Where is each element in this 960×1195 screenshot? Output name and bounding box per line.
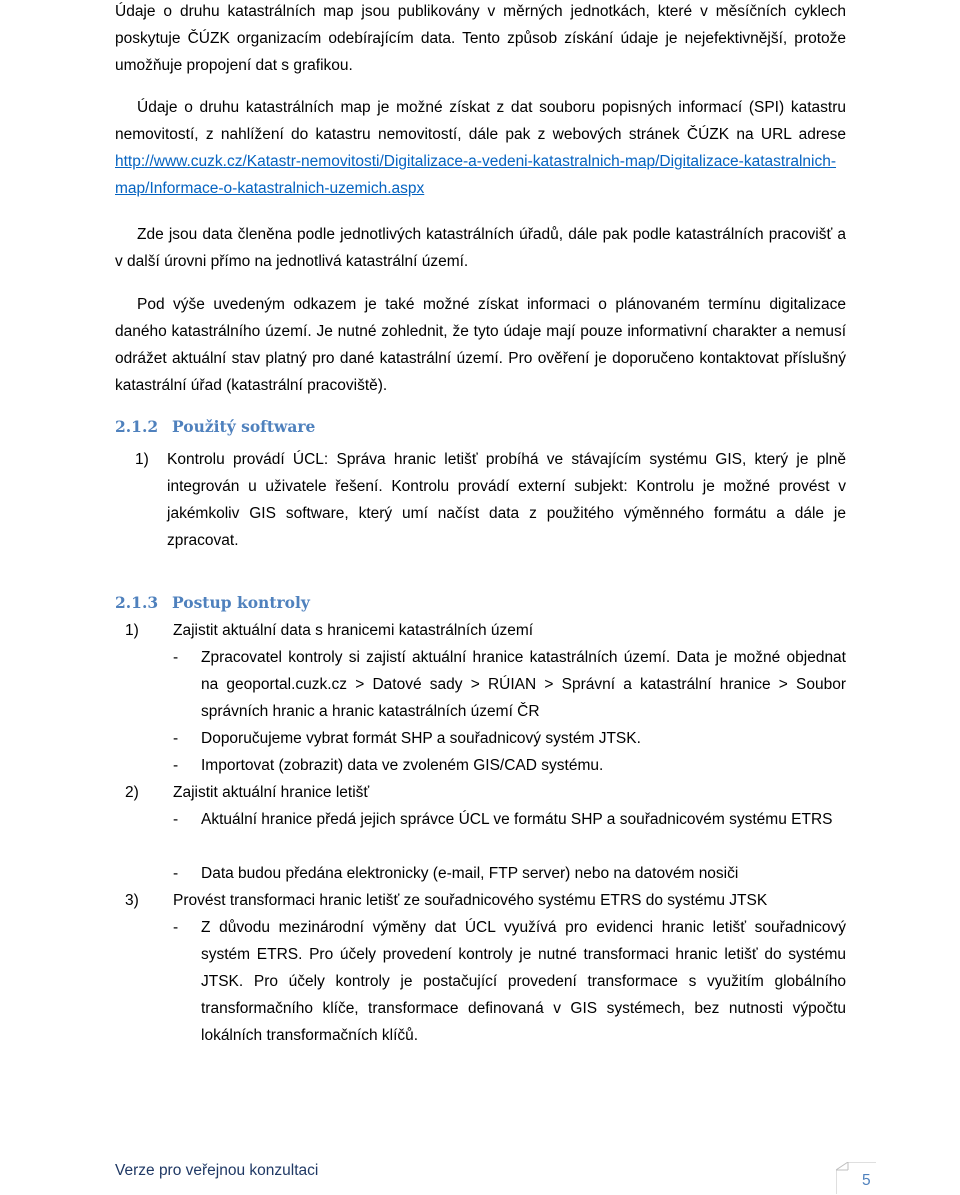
step-2-sub-1-text: Aktuální hranice předá jejich správce ÚCL ve formátu SHP a souřadnicovém systému ETRS xyxy=(201,811,833,828)
step-3-sub-1: - Z důvodu mezinárodní výměny dat ÚCL využívá pro evidenci hranic letišť souřadnicový systém ETRS. Pro účely provedení kontroly je nutné transformaci hranic letišť do systému JTSK. Pro účely kontroly je postačující provedení transformace s využitím globálního transformačního klíče, transformace definovaná v GIS systémech, bez nutnosti výpočtu lokálních transformačních klíčů. xyxy=(173,914,846,1049)
heading-procedure-title: Postup kontroly xyxy=(172,593,310,612)
spi-text: Údaje o druhu katastrálních map je možné získat z dat souboru popisných informací (SPI) katastru nemovitostí, z nahlížení do katastru nemovitostí, dále pak z webových stránek ČÚZK na URL adrese xyxy=(115,99,846,143)
step-1-text: Zajistit aktuální data s hranicemi katastrálních území xyxy=(173,622,534,639)
step-1 xyxy=(115,617,846,644)
step-2-sub-2: - Data budou předána elektronicky (e-mail, FTP server) nebo na datovém nosiči xyxy=(173,860,846,887)
cuzk-link[interactable]: http://www.cuzk.cz/Katastr-nemovitosti/Digitalizace-a-vedeni-katastralnich-map/Digitalizace-katastralnich-map/Informace-o-katastralnich-uzemich.aspx xyxy=(115,153,837,197)
software-item-number: 1) xyxy=(135,451,149,468)
step-1-sub-3-text: Importovat (zobrazit) data ve zvoleném GIS/CAD systému. xyxy=(201,757,604,774)
step-2-number: 2) xyxy=(125,784,139,801)
step-2-sub-2-text: Data budou předána elektronicky (e-mail, FTP server) nebo na datovém nosiči xyxy=(201,865,739,882)
software-item-text: Kontrolu provádí ÚCL: Správa hranic letišť probíhá ve stávajícím systému GIS, který je plně integrován u uživatele řešení. Kontrolu provádí externí subjekt: Kontrolu je možné provést v jakémkoliv GIS software, který umí načíst data z použitého výměnného formátu a dále je zpracovat. xyxy=(167,451,846,549)
heading-software-number: 2.1.2 xyxy=(115,417,159,436)
step-2-sub-1: - Aktuální hranice předá jejich správce ÚCL ve formátu SHP a souřadnicovém systému ETRS xyxy=(173,806,846,833)
heading-software-title: Použitý software xyxy=(172,417,316,436)
spi-paragraph xyxy=(115,94,846,202)
step-3-sub-1-text: Z důvodu mezinárodní výměny dat ÚCL využívá pro evidenci hranic letišť souřadnicový systém ETRS. Pro účely provedení kontroly je nutné transformaci hranic letišť do systému JTSK. Pro účely kontroly je postačující provedení transformace s využitím globálního transformačního klíče, transformace definovaná v GIS systémech, bez nutnosti výpočtu lokálních transformačních klíčů. xyxy=(201,919,846,1044)
heading-software xyxy=(115,417,315,436)
step-1-sub-1-text: Zpracovatel kontroly si zajistí aktuální hranice katastrálních území. Data je možné objednat na geoportal.cuzk.cz > Datové sady > RÚIAN > Správní a katastrální hranice > Soubor správních hranic a hranic katastrálních území ČR xyxy=(201,649,846,720)
page-number: 5 xyxy=(862,1172,871,1189)
heading-procedure xyxy=(115,593,310,612)
note-paragraph: Pod výše uvedeným odkazem je také možné získat informaci o plánovaném termínu digitalizace daného katastrálního území. Je nutné zohlednit, že tyto údaje mají pouze informativní charakter a nemusí odrážet aktuální stav platný pro dané katastrální území. Pro ověření je doporučeno kontaktovat příslušný katastrální úřad (katastrální pracoviště). xyxy=(115,296,846,394)
data-split-paragraph: Zde jsou data členěna podle jednotlivých katastrálních úřadů, dále pak podle katastrálních pracovišť a v další úrovni přímo na jednotlivá katastrální území. xyxy=(115,226,846,270)
step-1-sub-3: - Importovat (zobrazit) data ve zvoleném GIS/CAD systému. xyxy=(173,752,846,779)
step-3-number: 3) xyxy=(125,892,139,909)
step-2-text: Zajistit aktuální hranice letišť xyxy=(173,784,370,801)
heading-procedure-number: 2.1.3 xyxy=(115,593,159,612)
step-1-sub-1: - Zpracovatel kontroly si zajistí aktuální hranice katastrálních území. Data je možné objednat na geoportal.cuzk.cz > Datové sady > RÚIAN > Správní a katastrální hranice > Soubor správních hranic a hranic katastrálních území ČR xyxy=(173,644,846,725)
step-1-sub-2: - Doporučujeme vybrat formát SHP a souřadnicový systém JTSK. xyxy=(173,725,846,752)
step-3 xyxy=(115,887,846,914)
intro-paragraph: Údaje o druhu katastrálních map jsou publikovány v měrných jednotkách, které v měsíčních cyklech poskytuje ČÚZK organizacím odebírajícím data. Tento způsob získání údaje je nejefektivnější, protože umožňuje propojení dat s grafikou. xyxy=(115,3,846,74)
step-3-text: Provést transformaci hranic letišť ze souřadnicového systému ETRS do systému JTSK xyxy=(173,892,768,909)
software-item xyxy=(115,446,846,554)
step-1-sub-2-text: Doporučujeme vybrat formát SHP a souřadnicový systém JTSK. xyxy=(201,730,641,747)
footer-version: Verze pro veřejnou konzultaci xyxy=(115,1162,319,1179)
step-1-number: 1) xyxy=(125,622,139,639)
step-2 xyxy=(115,779,846,806)
